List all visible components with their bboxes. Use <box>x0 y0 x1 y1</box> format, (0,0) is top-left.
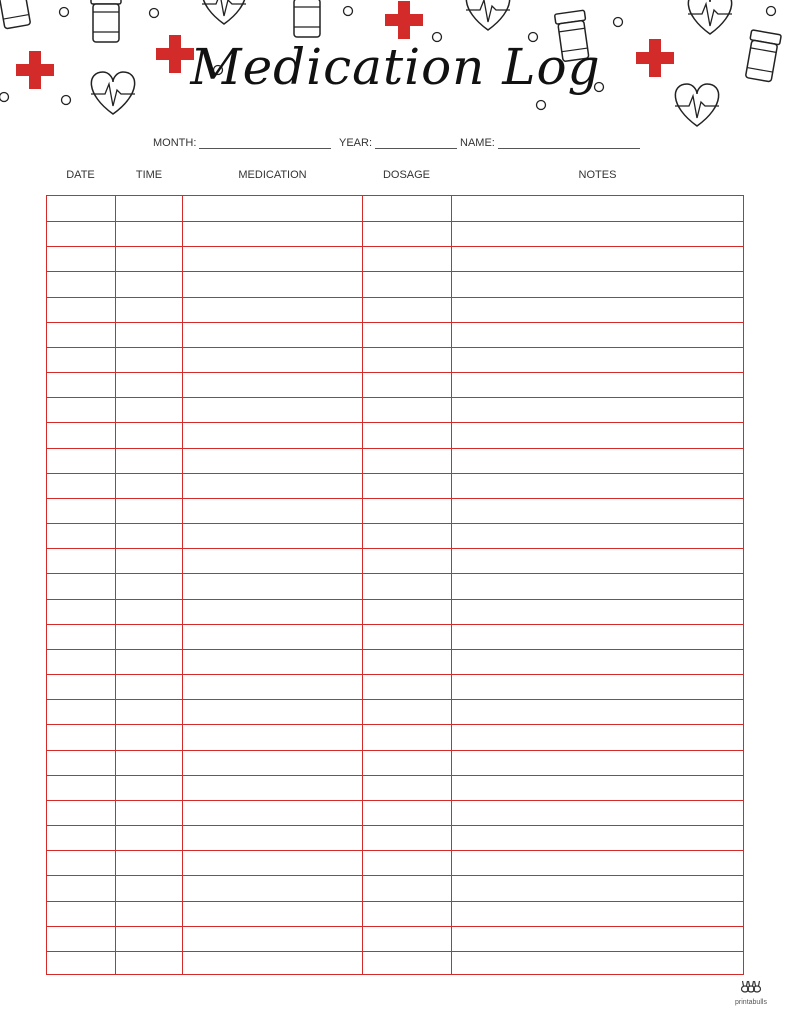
row-divider <box>47 649 743 650</box>
row-divider <box>47 448 743 449</box>
row-divider <box>47 624 743 625</box>
column-header-notes: NOTES <box>578 169 617 181</box>
column-header-dosage: DOSAGE <box>382 169 431 181</box>
row-divider <box>47 422 743 423</box>
page-title: Medication Log <box>190 38 601 96</box>
row-divider <box>47 599 743 600</box>
row-divider <box>47 372 743 373</box>
column-divider <box>362 196 363 974</box>
heart-ecg-icon <box>688 0 732 34</box>
pill-bottle-icon <box>0 0 33 29</box>
row-divider <box>47 397 743 398</box>
row-divider <box>47 825 743 826</box>
row-divider <box>47 724 743 725</box>
row-divider <box>47 901 743 902</box>
row-divider <box>47 699 743 700</box>
month-line[interactable] <box>199 138 331 149</box>
row-divider <box>47 297 743 298</box>
column-divider <box>451 196 452 974</box>
row-divider <box>47 271 743 272</box>
column-header-medication: MEDICATION <box>238 169 307 181</box>
row-divider <box>47 674 743 675</box>
pill-bottle-icon <box>91 0 121 42</box>
year-line[interactable] <box>375 138 457 149</box>
row-divider <box>47 498 743 499</box>
logo-brand: printabulls <box>735 999 767 1006</box>
row-divider <box>47 875 743 876</box>
column-header-date: DATE <box>66 169 95 181</box>
row-divider <box>47 750 743 751</box>
pill-bottle-icon <box>292 0 322 37</box>
name-label: NAME: <box>460 137 495 149</box>
red-cross-icon <box>385 1 423 39</box>
column-divider <box>182 196 183 974</box>
column-divider <box>115 196 116 974</box>
row-divider <box>47 347 743 348</box>
bunny-logo-icon <box>740 980 762 994</box>
row-divider <box>47 221 743 222</box>
row-divider <box>47 951 743 952</box>
row-divider <box>47 850 743 851</box>
year-field[interactable] <box>339 137 457 149</box>
year-label: YEAR: <box>339 137 373 149</box>
row-divider <box>47 246 743 247</box>
row-divider <box>47 548 743 549</box>
name-line[interactable] <box>498 138 640 149</box>
heart-ecg-icon <box>202 0 246 24</box>
row-divider <box>47 926 743 927</box>
name-field[interactable] <box>460 137 640 149</box>
heart-ecg-icon <box>466 0 510 30</box>
row-divider <box>47 800 743 801</box>
printabulls-logo <box>731 980 771 1006</box>
row-divider <box>47 523 743 524</box>
row-divider <box>47 322 743 323</box>
month-label: MONTH: <box>153 137 197 149</box>
month-field[interactable] <box>153 137 331 149</box>
column-header-time: TIME <box>135 169 163 181</box>
row-divider <box>47 573 743 574</box>
row-divider <box>47 473 743 474</box>
medication-log-table <box>46 195 744 975</box>
row-divider <box>47 775 743 776</box>
